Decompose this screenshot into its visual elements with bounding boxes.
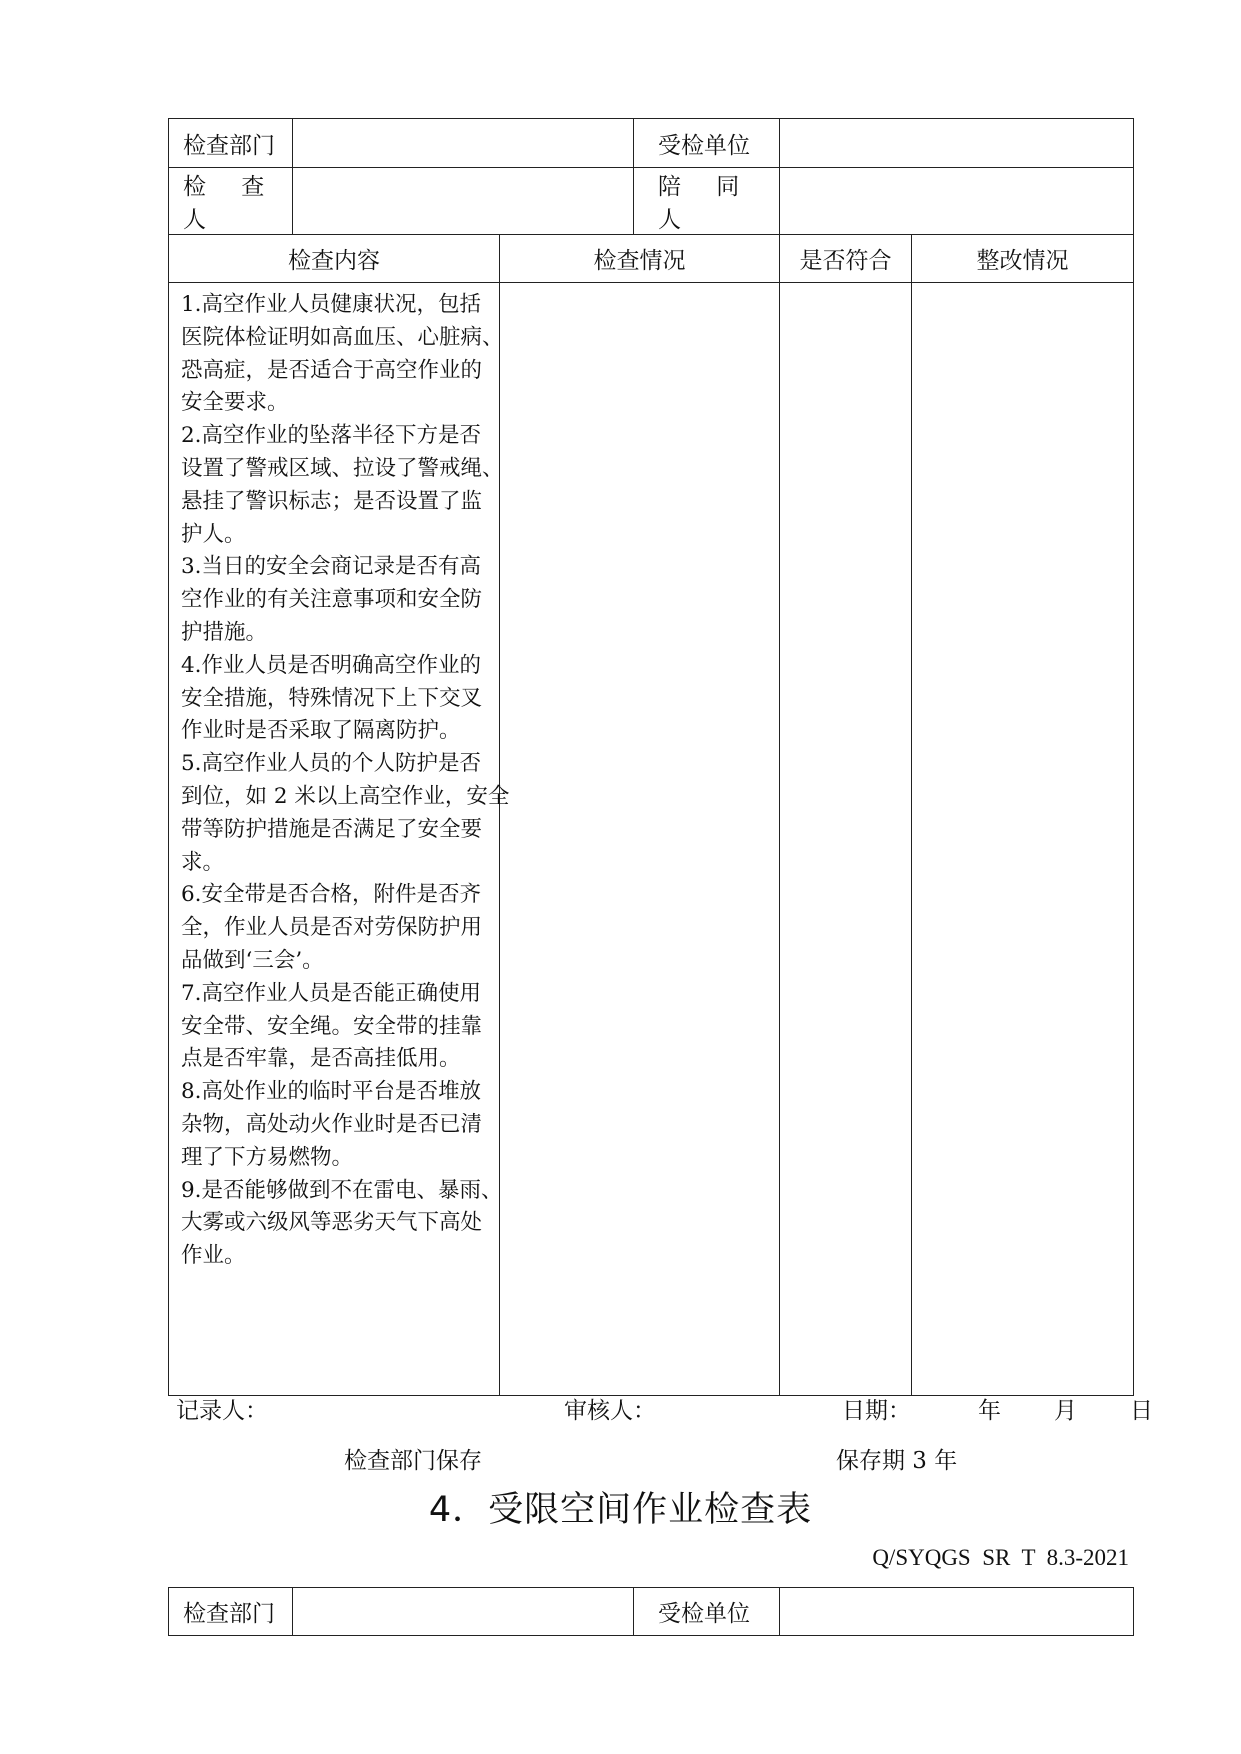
unit-label-2: 受检单位 [634, 1588, 780, 1636]
dept-field-2[interactable] [293, 1588, 634, 1636]
inspector-field[interactable] [293, 168, 634, 235]
content-line: 恐高症，是否适合于高空作业的 [181, 357, 483, 383]
content-line: 9.是否能够做到不在雷电、暴雨、 [181, 1177, 503, 1203]
content-line: 品做到‘三会’。 [181, 947, 324, 973]
header-content: 检查内容 [169, 235, 500, 283]
dept-label: 检查部门 [169, 119, 293, 168]
content-line: 8.高处作业的临时平台是否堆放 [181, 1079, 482, 1105]
status-cell[interactable] [500, 283, 780, 1396]
content-line: 求。 [181, 849, 225, 875]
content-line: 6.安全带是否合格，附件是否齐 [181, 882, 482, 908]
day-label: 日 [1130, 1398, 1153, 1424]
content-line: 到位，如 2 米以上高空作业，安全 [181, 783, 510, 809]
content-line: 4.作业人员是否明确高空作业的 [181, 652, 482, 678]
content-line: 2.高空作业的坠落半径下方是否 [181, 423, 482, 449]
content-line: 作业时是否采取了隔离防护。 [181, 718, 461, 744]
content-line: 安全要求。 [181, 390, 289, 416]
document-code: Q/SYQGS SR T 8.3-2021 [872, 1545, 1129, 1570]
content-line: 点是否牢靠，是否高挂低用。 [181, 1046, 461, 1072]
content-line: 理了下方易燃物。 [181, 1144, 354, 1170]
year-label: 年 [978, 1398, 1001, 1424]
dept-label-2: 检查部门 [169, 1588, 293, 1636]
content-line: 7.高空作业人员是否能正确使用 [181, 980, 482, 1006]
unit-label: 受检单位 [634, 119, 780, 168]
keep-by-label: 检查部门保存 [344, 1448, 482, 1474]
rectification-cell[interactable] [912, 283, 1134, 1396]
month-label: 月 [1054, 1398, 1077, 1424]
content-line: 杂物，高处动火作业时是否已清 [181, 1111, 483, 1137]
companion-field[interactable] [780, 168, 1134, 235]
content-line: 设置了警戒区域、拉设了警戒绳、 [181, 455, 504, 481]
content-line: 作业。 [181, 1243, 246, 1269]
keep-period-label: 保存期 3 年 [836, 1448, 958, 1474]
content-list [181, 289, 510, 1273]
inspection-table [168, 118, 1134, 1396]
content-line: 1.高空作业人员健康状况，包括 [181, 292, 482, 317]
content-line: 安全措施，特殊情况下上下交叉 [181, 685, 483, 711]
content-line: 5.高空作业人员的个人防护是否 [181, 751, 482, 777]
content-line: 带等防护措施是否满足了安全要 [181, 816, 483, 842]
unit-field-2[interactable] [780, 1588, 1134, 1636]
header-status: 检查情况 [500, 235, 780, 283]
section-title: 4．受限空间作业检查表 [428, 1490, 813, 1530]
companion-label: 陪 同 人 [634, 168, 780, 235]
content-line: 悬挂了警识标志；是否设置了监 [181, 488, 483, 514]
content-line: 安全带、安全绳。安全带的挂靠 [181, 1013, 483, 1039]
compliance-cell[interactable] [780, 283, 912, 1396]
content-cell [169, 283, 510, 1396]
confined-space-table [168, 1587, 1134, 1636]
reviewer-label: 审核人： [564, 1398, 656, 1424]
content-line: 护人。 [181, 521, 246, 547]
content-line: 大雾或六级风等恶劣天气下高处 [181, 1210, 483, 1236]
content-line: 全，作业人员是否对劳保防护用 [181, 915, 483, 941]
content-line: 医院体检证明如高血压、心脏病、 [181, 324, 504, 350]
recorder-label: 记录人： [176, 1398, 268, 1424]
header-rectification: 整改情况 [912, 235, 1134, 283]
date-label: 日期： [842, 1398, 911, 1424]
header-compliance: 是否符合 [780, 235, 912, 283]
dept-field[interactable] [293, 119, 634, 168]
content-line: 空作业的有关注意事项和安全防 [181, 587, 483, 613]
inspector-label: 检 查 人 [169, 168, 293, 235]
unit-field[interactable] [780, 119, 1134, 168]
content-line: 3.当日的安全会商记录是否有高 [181, 554, 482, 580]
content-line: 护措施。 [181, 619, 268, 645]
